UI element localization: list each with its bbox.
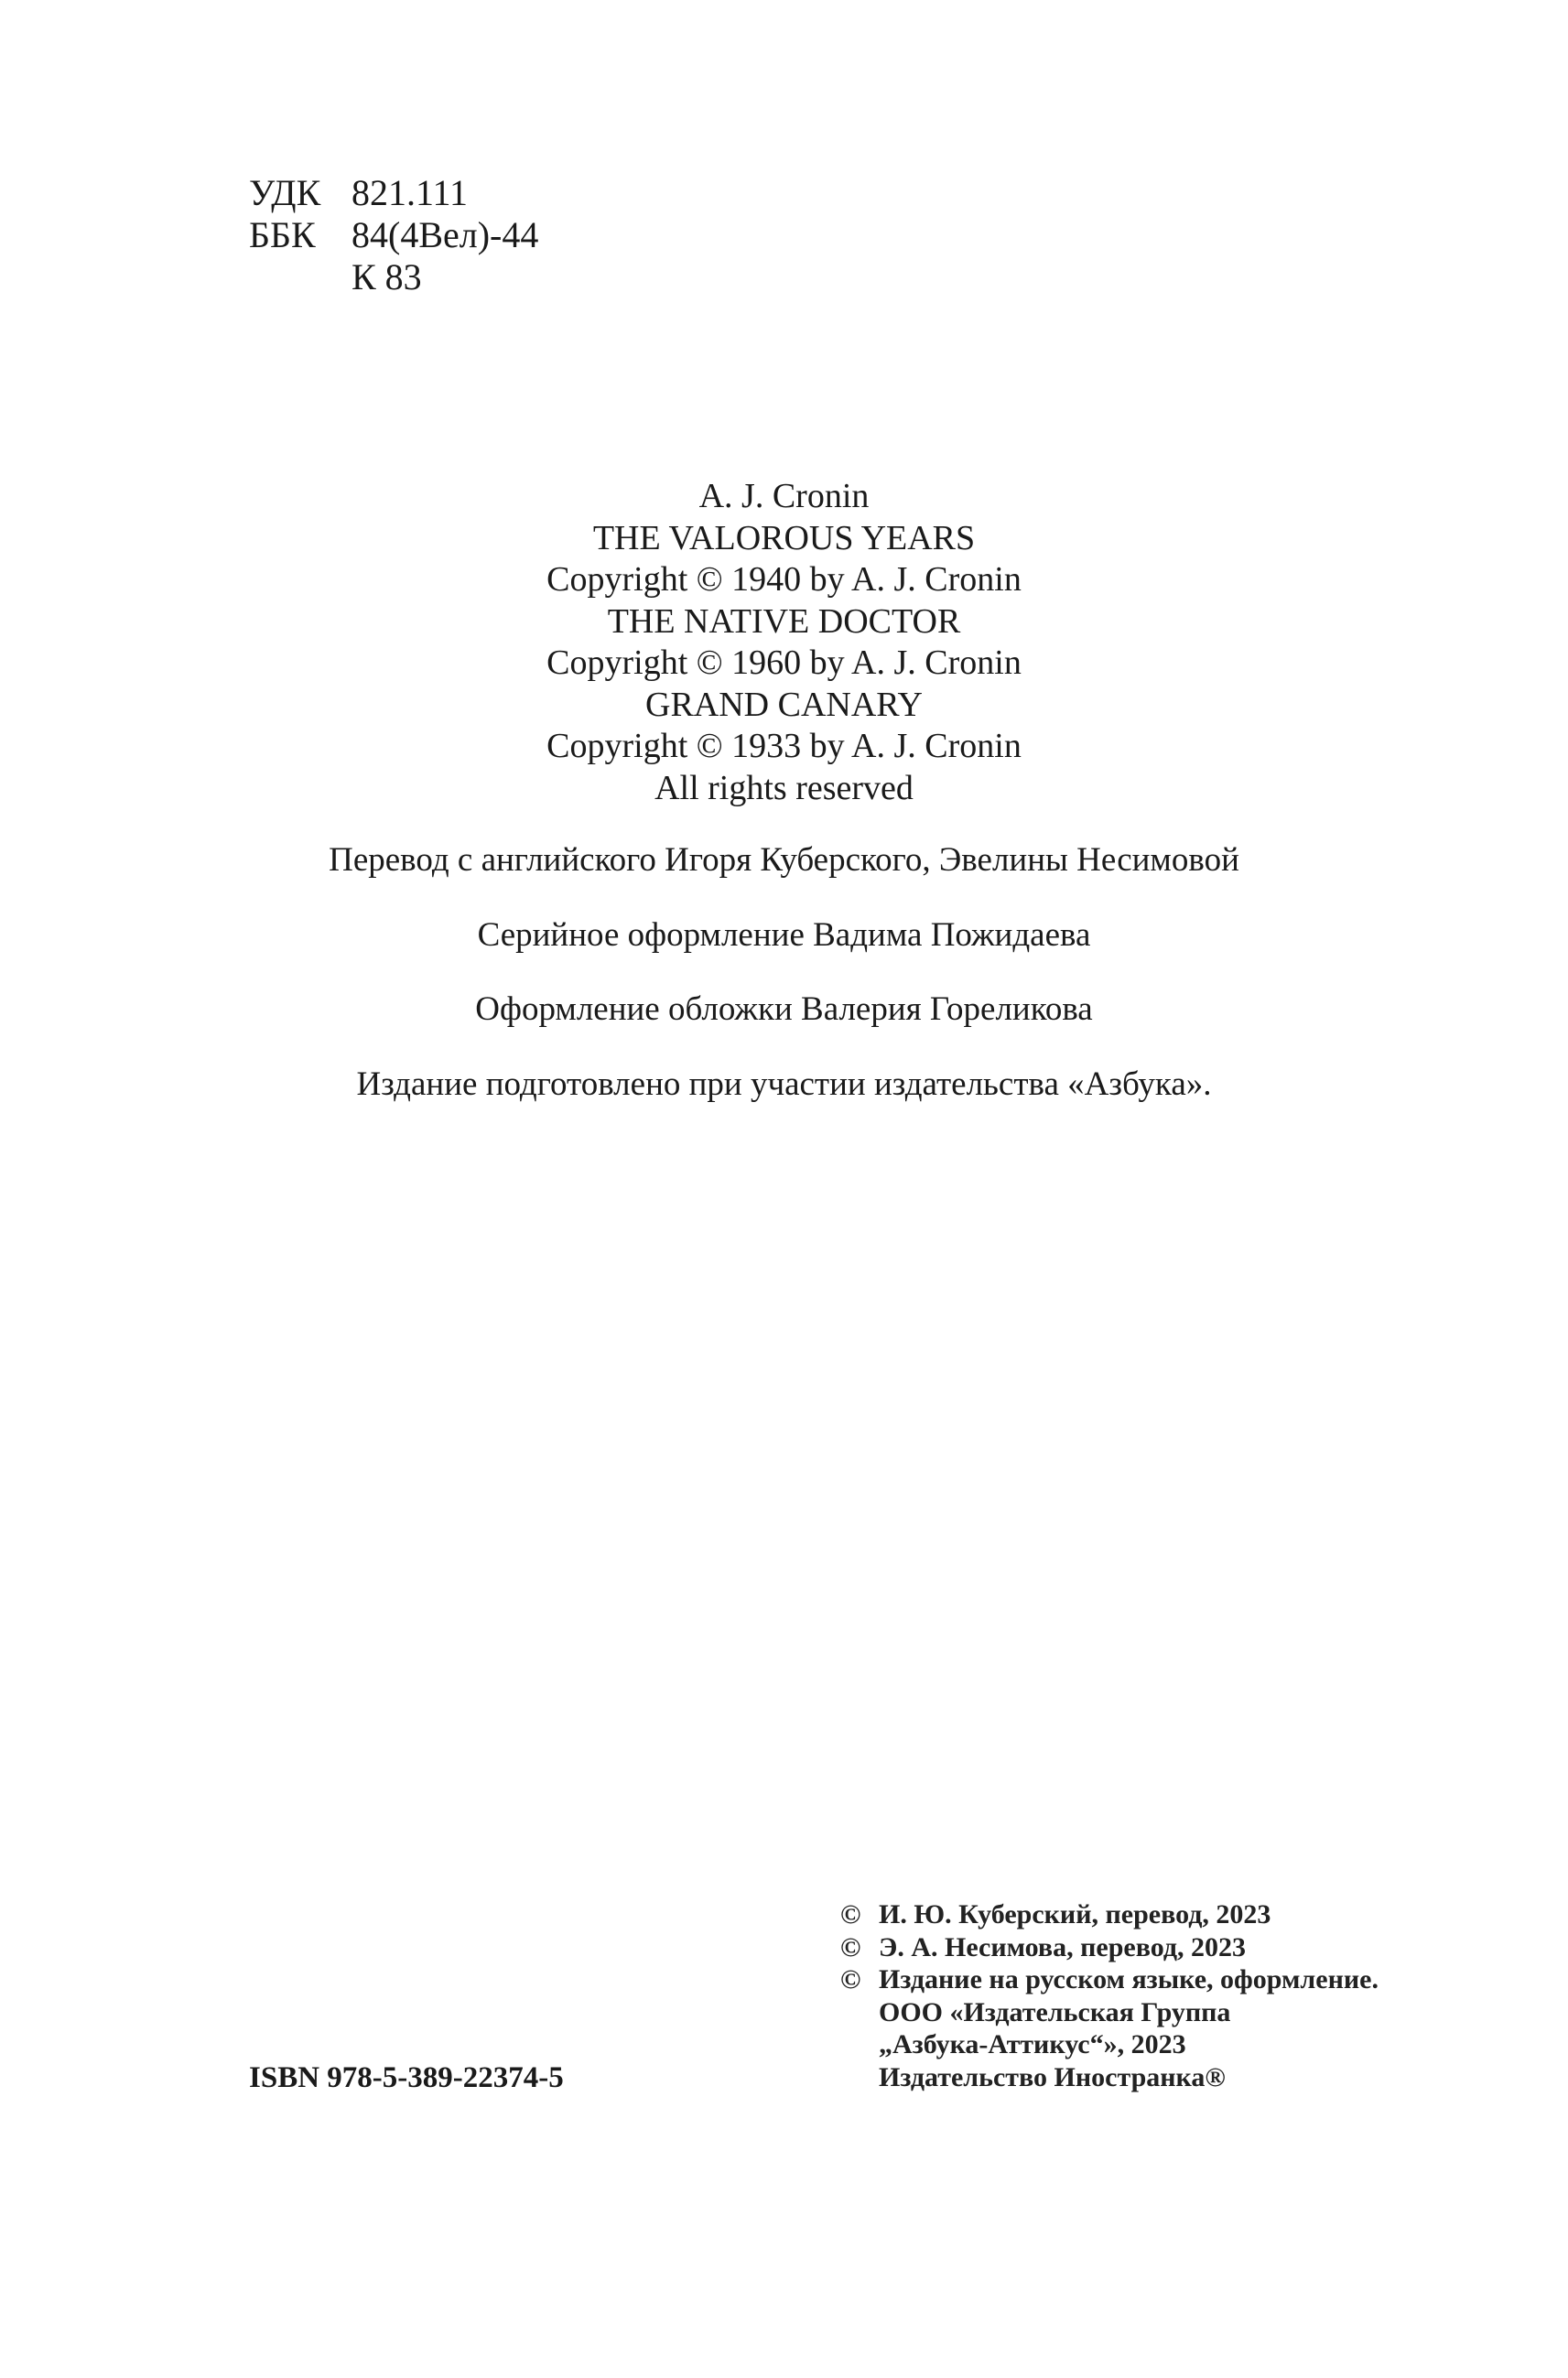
author-name: A. J. Cronin: [698, 477, 870, 515]
rights-line-2: Э. А. Несимова, перевод, 2023: [879, 1931, 1247, 1962]
author-code: К 83: [351, 256, 422, 297]
isbn: ISBN 978-5-389-22374-5: [249, 2061, 564, 2094]
copyright-line-1940: Copyright © 1940 by A. J. Cronin: [546, 560, 1022, 599]
russian-rights-block: [840, 1898, 1379, 2093]
rights-translator-2: [840, 1931, 1379, 1964]
author-code-row: [249, 256, 538, 298]
bbk-label: ББК: [249, 214, 316, 255]
udk-label: УДК: [249, 172, 321, 213]
copyright-sign: ©: [840, 1931, 861, 1962]
rights-publisher-line-2: „Азбука-Аттикус“», 2023: [879, 2029, 1186, 2059]
rights-publisher-line-3: Издательство Иностранка®: [879, 2061, 1226, 2092]
copyright-sign: ©: [840, 1899, 861, 1929]
title-grand-canary: GRAND CANARY: [645, 685, 923, 724]
copyright-line-1933: Copyright © 1933 by A. J. Cronin: [546, 727, 1022, 765]
rights-translator-1: [840, 1898, 1379, 1931]
udk-value: 821.111: [351, 172, 469, 213]
edition-note: Издание подготовлено при участии издательства «Азбука».: [356, 1065, 1212, 1103]
original-copyright-block: [0, 476, 1568, 809]
series-design-credit: Серийное оформление Вадима Пожидаева: [477, 916, 1091, 954]
cover-design-credit: Оформление обложки Валерия Гореликова: [475, 990, 1093, 1028]
title-valorous-years: THE VALOROUS YEARS: [592, 518, 976, 557]
copyright-line-1960: Copyright © 1960 by A. J. Cronin: [546, 643, 1022, 682]
udk-row: [249, 172, 538, 214]
rights-publisher-line-1: ООО «Издательская Группа: [879, 1996, 1231, 2027]
rights-edition: [840, 1963, 1379, 1996]
title-native-doctor: THE NATIVE DOCTOR: [607, 601, 961, 641]
rights-line-3: Издание на русском языке, оформление.: [879, 1964, 1379, 1994]
translation-credit: Перевод с английского Игоря Куберского, Эвелины Несимовой: [329, 841, 1239, 879]
catalog-codes: [249, 172, 538, 298]
bbk-row: [249, 214, 538, 256]
all-rights-reserved: All rights reserved: [654, 768, 914, 807]
bbk-value: 84(4Вел)-44: [351, 214, 539, 255]
copyright-sign: ©: [840, 1964, 861, 1994]
rights-line-1: И. Ю. Куберский, перевод, 2023: [879, 1899, 1271, 1929]
